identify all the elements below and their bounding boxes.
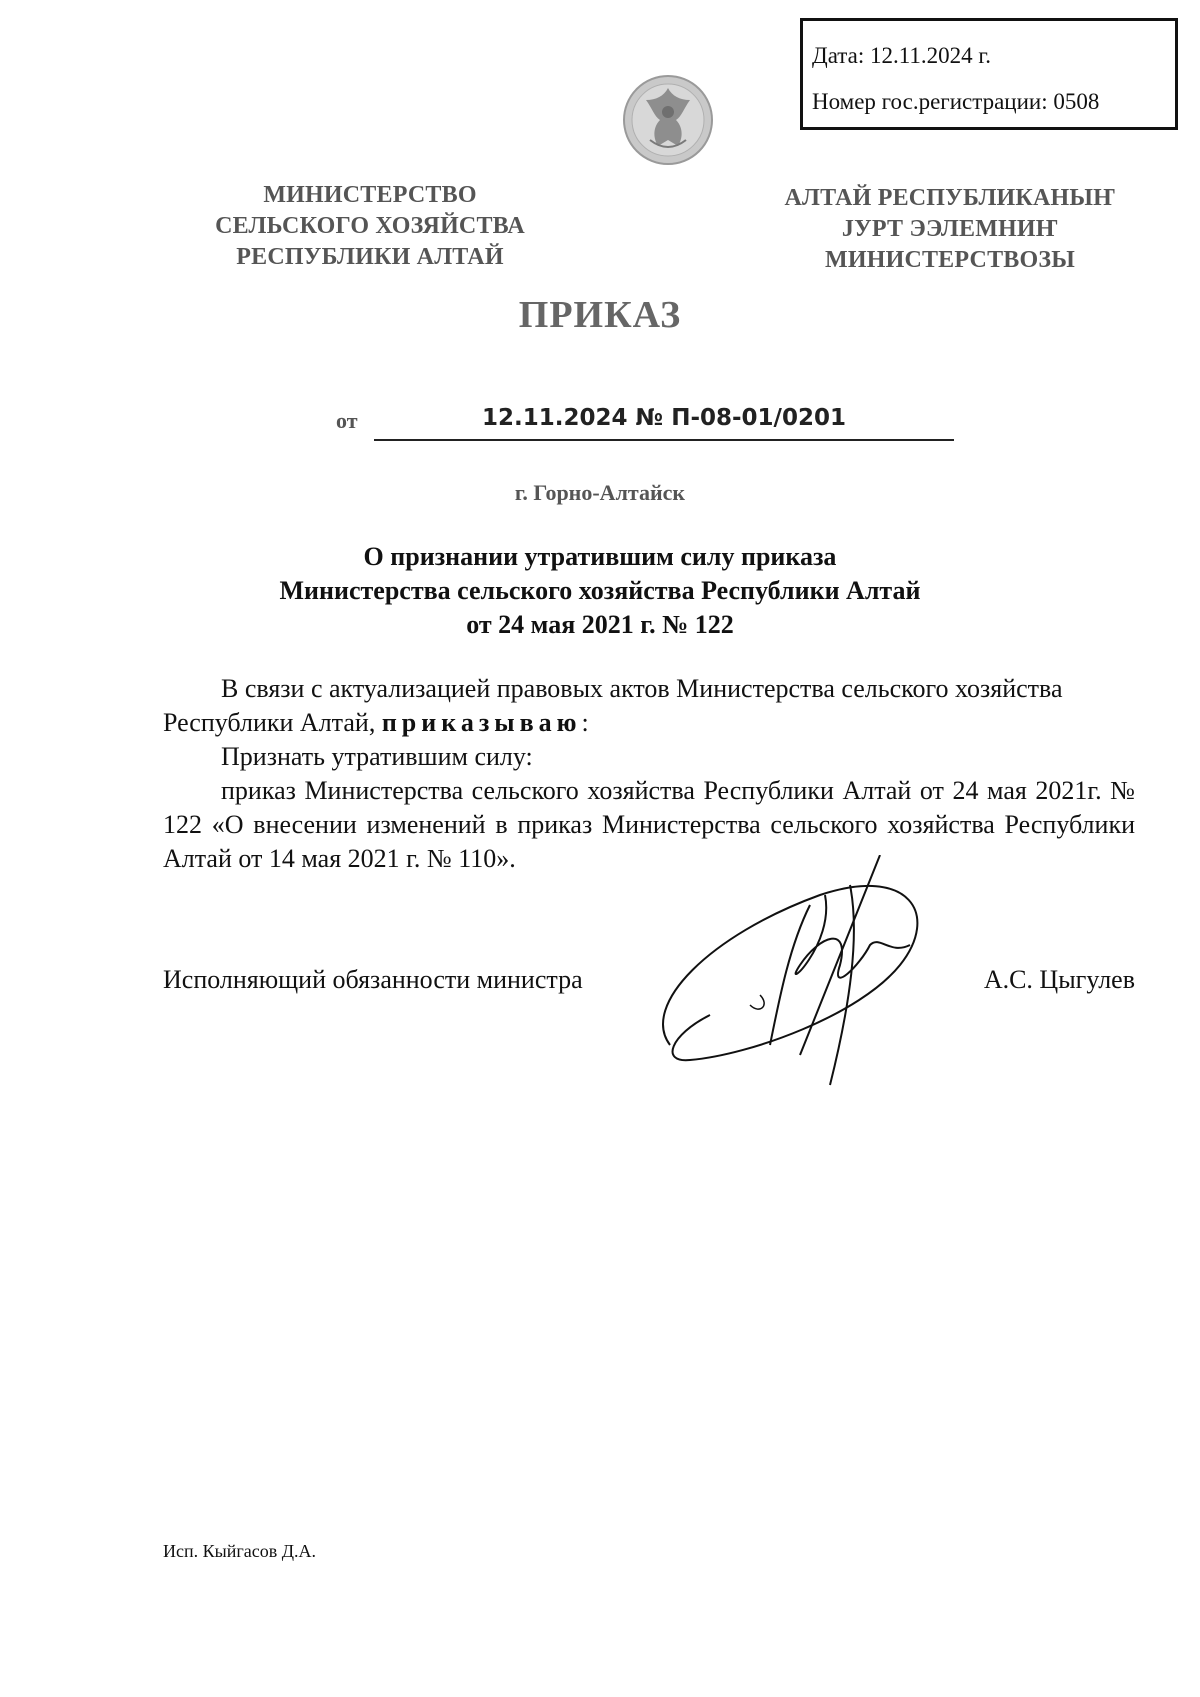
ministry-name-ru-line: РЕСПУБЛИКИ АЛТАЙ [236, 244, 504, 270]
document-type: ПРИКАЗ [518, 294, 682, 336]
signatory-name: А.С. Цыгулев [983, 965, 1135, 994]
body-paragraph [163, 672, 1135, 740]
city: г. Горно-Алтайск [514, 480, 686, 505]
order-colon: : [581, 708, 589, 737]
ministry-name-alt [740, 183, 1160, 276]
body-paragraph-text: В связи с актуализацией правовых актов Министерства сельского хозяйства Республики Алтай, [163, 674, 1063, 737]
registration-stamp [800, 18, 1178, 130]
handwritten-signature [650, 855, 970, 1115]
order-number-row [336, 405, 956, 445]
order-number-underline [374, 439, 954, 441]
registration-number [812, 89, 1099, 115]
coat-of-arms-icon [620, 70, 716, 170]
ministry-name-ru-line: СЕЛЬСКОГО ХОЗЯЙСТВА [215, 213, 525, 239]
subject-line: от 24 мая 2021 г. № 122 [466, 610, 734, 639]
body-paragraph: Признать утратившим силу: [221, 742, 533, 771]
ministry-name-ru-line: МИНИСТЕРСТВО [263, 182, 477, 208]
order-number: 12.11.2024 № П-08-01/0201 [482, 405, 846, 431]
registration-date-value: 12.11.2024 г. [869, 43, 991, 68]
subject-line: О признании утратившим силу приказа [363, 542, 837, 571]
ministry-name-alt-line: ЈУРТ ЭЭЛЕМНИҤ [841, 216, 1059, 242]
order-from-label: от [336, 408, 358, 433]
document-body [163, 672, 1135, 876]
registration-number-value: 0508 [1053, 89, 1100, 114]
registration-date-label: Дата: [812, 43, 865, 68]
subject-line: Министерства сельского хозяйства Республики Алтай [279, 576, 921, 605]
body-paragraph: приказ Министерства сельского хозяйства Республики Алтай от 24 мая 2021г. № 122 «О внесении изменений в приказ Министерства сельского хозяйства Республики Алтай от 14 мая 2021 г. № 110». [163, 776, 1135, 873]
registration-date [812, 43, 991, 69]
order-word: приказываю [381, 708, 582, 737]
registration-number-label: Номер гос.регистрации: [812, 89, 1048, 114]
ministry-name-alt-line: МИНИСТЕРСТВОЗЫ [824, 247, 1075, 273]
ministry-name-ru [170, 180, 570, 273]
executor-note: Исп. Кыйгасов Д.А. [163, 1541, 316, 1561]
ministry-name-alt-line: АЛТАЙ РЕСПУБЛИКАНЫҤ [784, 185, 1116, 211]
document-subject [200, 540, 1000, 642]
signatory-role: Исполняющий обязанности министра [163, 965, 583, 994]
